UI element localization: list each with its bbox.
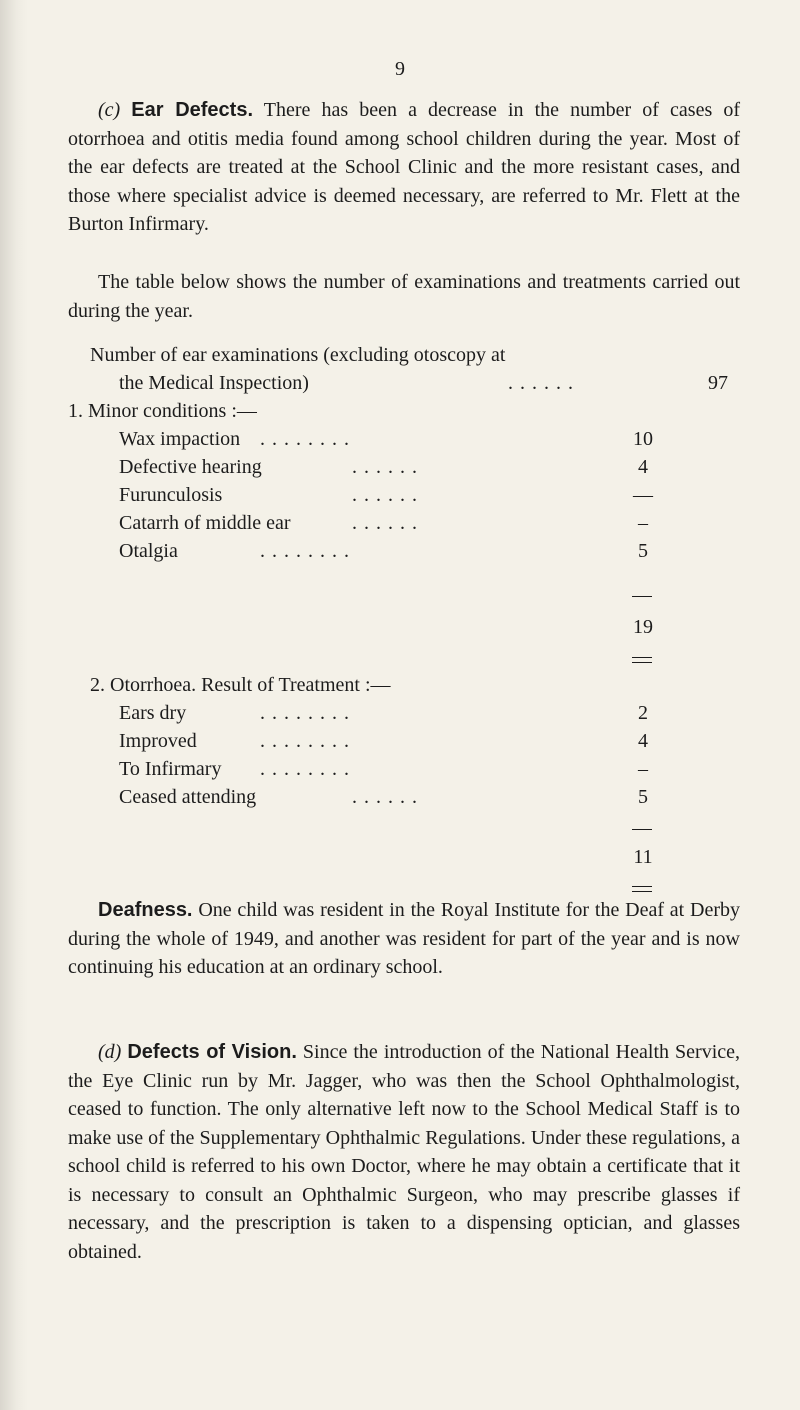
otorrhoea-item-value: – <box>638 758 648 780</box>
otorrhoea-item-label: Improved <box>119 730 197 752</box>
minor-item-label: Defective hearing <box>119 456 262 478</box>
vision-heading: Defects of Vision. <box>127 1041 297 1063</box>
minor-item-dots: . . . . . . . . <box>260 540 350 562</box>
otorrhoea-item-value: 2 <box>638 702 648 724</box>
section-label: (d) <box>98 1041 122 1063</box>
otorrhoea-heading: 2. Otorrhoea. Result of Treatment :— <box>90 674 391 696</box>
deafness-heading: Deafness. <box>98 899 193 921</box>
minor-item-dots: . . . . . . <box>352 512 418 534</box>
minor-item-label: Otalgia <box>119 540 178 562</box>
deafness-text: One child was resident in the Royal Institute for the Deaf at Derby during the whole of 1949, and another was resident for part of the year and is now continuing his education at an ordinary school. <box>68 899 741 978</box>
otorrhoea-item-dots: . . . . . . . . <box>260 702 350 724</box>
deafness-paragraph <box>68 896 740 982</box>
table-intro-paragraph: The table below shows the number of examinations and treatments carried out during the year. <box>68 271 740 322</box>
total-rule <box>632 829 652 830</box>
examinations-line-1: Number of ear examinations (excluding otoscopy at <box>90 344 506 366</box>
minor-item-dots: . . . . . . <box>352 456 418 478</box>
examinations-line-2 <box>119 370 309 396</box>
ear-defects-text: There has been a decrease in the number of cases of otorrhoea and otitis media found among school children during the year. Most of the ear defects are treated at the School Clinic and the more resistant cases, and those where specialist advice is deemed necessary, are referred to Mr. Flett at the Burton Infirmary. <box>68 99 741 235</box>
otorrhoea-item-value: 5 <box>638 786 648 808</box>
minor-conditions-heading: 1. Minor conditions :— <box>68 400 257 422</box>
vision-paragraph <box>68 1038 740 1266</box>
minor-item-label: Wax impaction <box>119 428 241 450</box>
minor-item-label: Catarrh of middle ear <box>119 512 291 534</box>
double-rule-bottom <box>632 891 652 892</box>
minor-item-value: 4 <box>638 456 648 478</box>
otorrhoea-item-label: To Infirmary <box>119 758 222 780</box>
section-label: (c) <box>98 99 121 121</box>
otorrhoea-item-label: Ceased attending <box>119 786 257 808</box>
otorrhoea-item-dots: . . . . . . <box>352 786 418 808</box>
vision-text: Since the introduction of the National Health Service, the Eye Clinic run by Mr. Jagger, who was then the School Ophthalmologist, ceased to function. The only alternative left now to the School Medical Staff is to make use of the Supplementary Ophthalmic Regulations. Under these regulations, a school child is referred to his own Doctor, where he may obtain a certificate that it is necessary to consult an Ophthalmic Surgeon, who may prescribe glasses if necessary, and the prescription is taken to a dispensing optician, and glasses obtained. <box>68 1041 740 1263</box>
minor-item-value: 10 <box>633 428 653 450</box>
otorrhoea-item-dots: . . . . . . . . <box>260 758 350 780</box>
otorrhoea-total: 11 <box>633 846 653 868</box>
otorrhoea-item-value: 4 <box>638 730 648 752</box>
double-rule-bottom <box>632 662 652 663</box>
page-number: 9 <box>395 58 405 80</box>
minor-item-dots: . . . . . . . . <box>260 428 350 450</box>
minor-item-dots: . . . . . . <box>352 484 418 506</box>
examinations-dots: . . . . . . <box>508 372 574 394</box>
otorrhoea-item-label: Ears dry <box>119 702 187 724</box>
minor-item-value: – <box>638 512 648 534</box>
ear-defects-heading: Ear Defects. <box>131 99 254 121</box>
examinations-label: the Medical Inspection) <box>119 372 309 394</box>
examinations-value: 97 <box>708 372 728 394</box>
minor-item-value: — <box>633 484 653 506</box>
page-edge-shadow <box>0 0 28 1410</box>
double-rule-top <box>632 886 652 887</box>
minor-item-value: 5 <box>638 540 648 562</box>
ear-defects-paragraph <box>68 96 740 239</box>
minor-item-label: Furunculosis <box>119 484 223 506</box>
minor-total: 19 <box>633 616 653 638</box>
otorrhoea-item-dots: . . . . . . . . <box>260 730 350 752</box>
total-rule <box>632 596 652 597</box>
double-rule-top <box>632 657 652 658</box>
